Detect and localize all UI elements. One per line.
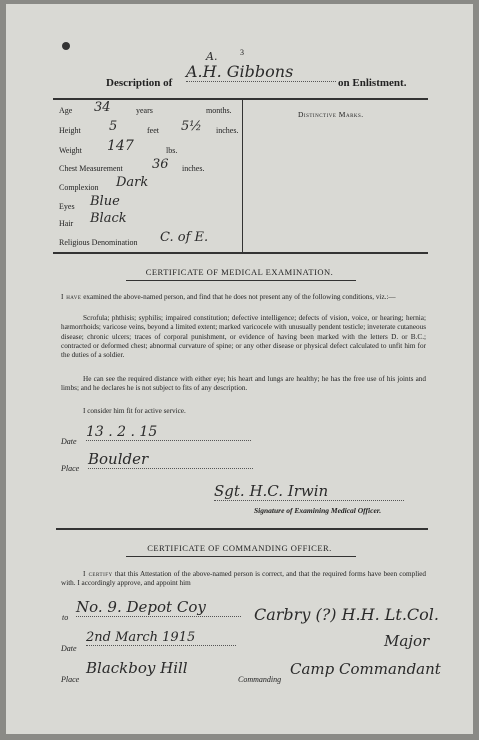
commanding-label: Commanding (238, 675, 282, 684)
eyes-value: Blue (90, 194, 120, 209)
chest-value: 36 (152, 157, 169, 172)
punch-hole (62, 42, 70, 50)
religion-label: Religious Denomination (59, 238, 138, 247)
commanding-heading-rule (126, 556, 356, 557)
commanding-certify (61, 570, 426, 589)
eyes-label: Eyes (59, 202, 75, 211)
soldier-name: A.H. Gibbons (186, 62, 336, 82)
commanding-officer-signature: Carbry (?) H.H. Lt.Col. (254, 605, 439, 624)
commanding-date-label: Date (61, 644, 77, 653)
commanding-certify-text: that this Attestation of the above-named person is correct, and that the required forms have been complied with. I accordingly approve, and appoint him (61, 570, 426, 588)
medical-signature-caption: Signature of Examining Medical Officer. (254, 506, 382, 515)
page-number: 3 (240, 48, 244, 57)
height-label: Height (59, 126, 81, 135)
commanding-date-value: 2nd March 1915 (86, 630, 236, 646)
commanding-officer-rank: Major (384, 632, 430, 650)
medical-intro (61, 293, 426, 302)
age-label: Age (59, 106, 73, 115)
distinctive-marks-label: Distinctive Marks. (298, 110, 364, 119)
medical-active-service: I consider him fit for active service. (83, 407, 186, 415)
table-bottom-rule (53, 252, 428, 254)
age-years: years (136, 106, 153, 115)
medical-conditions: Scrofula; phthisis; syphilis; impaired constitution; defective intelligence; defects of vision, voice, or hearing; hernia; hæmorrhoids; varicose veins, beyond a limited extent; marked varicocele with unusually pendent testicle; inveterate cutaneous disease; chronic ulcers; traces of corporal punishment, or evidence of having been marked with the letters D. or B.C.; contracted or deformed chest; abnormal curvature of spine; or any other disease or physical defect calculated to unfit him for the duties of a soldier. (61, 314, 426, 360)
chest-unit: inches. (182, 164, 205, 173)
religion-value: C. of E. (160, 230, 209, 245)
height-inches: inches. (216, 126, 239, 135)
medical-place-label: Place (61, 464, 80, 473)
height-inches-value: 5½ (181, 119, 202, 134)
commanding-to-label: to (62, 613, 69, 622)
medical-date-value: 13 . 2 . 15 (86, 424, 251, 441)
header-suffix: on Enlistment. (338, 77, 407, 89)
height-feet: feet (147, 126, 159, 135)
age-value: 34 (94, 100, 111, 115)
complexion-label: Complexion (59, 183, 99, 192)
table-divider (242, 100, 243, 252)
weight-value: 147 (107, 138, 134, 154)
medical-intro-text: examined the above-named person, and find that he does not present any of the following conditions, viz.:— (81, 293, 396, 301)
medical-heading-rule (126, 280, 356, 281)
age-months: months. (206, 106, 232, 115)
medical-officer-signature: Sgt. H.C. Irwin (214, 482, 404, 501)
name-superscript: A. (206, 50, 218, 63)
section-divider-rule (56, 528, 428, 530)
medical-place-value: Boulder (88, 450, 253, 469)
header-prefix: Description of (106, 77, 173, 89)
medical-heading: CERTIFICATE OF MEDICAL EXAMINATION. (145, 267, 334, 277)
attestation-page (6, 4, 473, 734)
hair-value: Black (90, 211, 127, 226)
medical-intro-lead: I have (61, 293, 82, 301)
commanding-place-label: Place (61, 675, 80, 684)
commanding-place-value: Blackboy Hill (86, 659, 188, 677)
commanding-heading: CERTIFICATE OF COMMANDING OFFICER. (147, 543, 332, 553)
height-feet-value: 5 (109, 119, 118, 134)
commanding-to-value: No. 9. Depot Coy (76, 598, 241, 617)
complexion-value: Dark (116, 175, 149, 190)
commanding-certify-lead: I certify (83, 570, 113, 578)
medical-fitness: He can see the required distance with either eye; his heart and lungs are healthy; he has the free use of his joints and limbs; and he declares he is not subject to fits of any description. (61, 375, 426, 393)
chest-label: Chest Measurement (59, 164, 123, 173)
weight-label: Weight (59, 146, 82, 155)
medical-date-label: Date (61, 437, 77, 446)
hair-label: Hair (59, 219, 74, 228)
weight-unit: lbs. (166, 146, 178, 155)
commanding-value: Camp Commandant (290, 660, 441, 678)
